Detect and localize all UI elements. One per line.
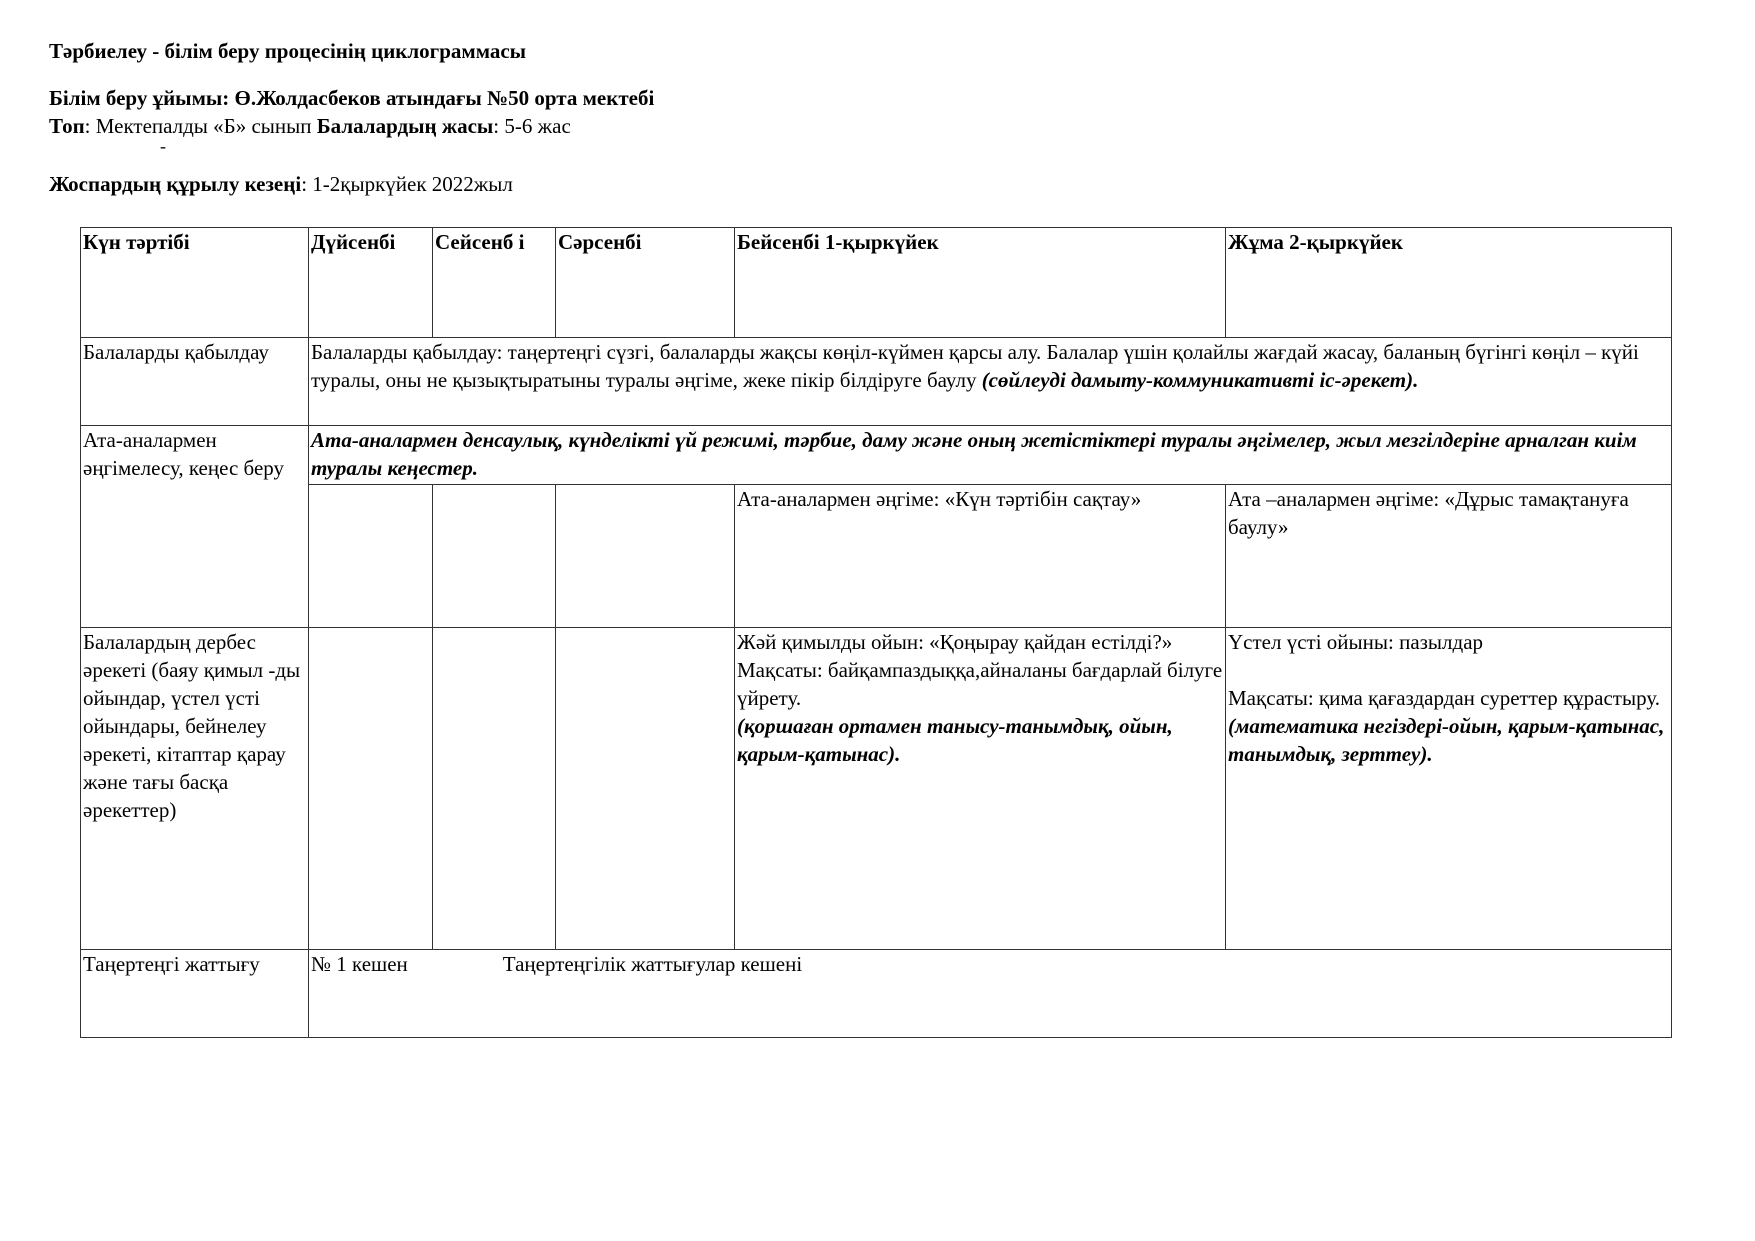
table-row-parents-general bbox=[81, 426, 1672, 485]
parents-monday-cell bbox=[309, 485, 433, 628]
table-row-reception bbox=[81, 338, 1672, 426]
row-label-activity: Балалардың дербес әрекеті (баяу қимыл -ды ойындар, үстел үсті ойындары, бейнелеу әрекеті, кітаптар қарау және тағы басқа әрекеттер) bbox=[81, 628, 309, 950]
stray-dash: - bbox=[160, 136, 166, 156]
table-row-activity bbox=[81, 628, 1672, 950]
friday-emphasis: (математика негіздері-ойын, қарым-қатынас, танымдық, зерттеу). bbox=[1228, 714, 1665, 766]
thursday-emphasis: (қоршаған ортамен танысу-танымдық, ойын, қарым-қатынас). bbox=[737, 714, 1173, 766]
row-label-reception: Балаларды қабылдау bbox=[81, 338, 309, 426]
table-header-row bbox=[81, 228, 1672, 338]
organization-label: Білім беру ұйымы: bbox=[49, 86, 235, 110]
column-header-wednesday: Сәрсенбі bbox=[556, 228, 735, 338]
parents-tuesday-cell bbox=[433, 485, 556, 628]
exercise-cell bbox=[309, 950, 1672, 1038]
thursday-goal: Мақсаты: байқампаздыққа,айналаны бағдарлай білуге үйрету. bbox=[737, 658, 1223, 710]
activity-tuesday-cell bbox=[433, 628, 556, 950]
column-header-thursday: Бейсенбі 1-қыркүйек bbox=[735, 228, 1226, 338]
age-label: Балалардың жасы bbox=[316, 114, 494, 138]
reception-text-cell bbox=[309, 338, 1672, 426]
activity-wednesday-cell bbox=[556, 628, 735, 950]
group-label: Топ bbox=[49, 114, 85, 138]
spacer bbox=[1228, 656, 1669, 684]
column-header-friday: Жұма 2-қыркүйек bbox=[1226, 228, 1672, 338]
period-line bbox=[49, 171, 513, 197]
activity-thursday-cell bbox=[735, 628, 1226, 950]
row-label-exercise: Таңертеңгі жаттығу bbox=[81, 950, 309, 1038]
age-value: : 5-6 жас bbox=[493, 114, 571, 138]
column-header-tuesday: Сейсенб і bbox=[433, 228, 556, 338]
organization-value: Ө.Жолдасбеков атындағы №50 орта мектебі bbox=[234, 86, 655, 110]
parents-wednesday-cell bbox=[556, 485, 735, 628]
group-line bbox=[49, 113, 571, 139]
document-title: Тәрбиелеу - білім беру процесінің циклограммасы bbox=[49, 39, 527, 63]
parents-general-text: Ата-аналармен денсаулық, күнделікті үй режимі, тәрбие, даму және оның жетістіктері туралы әңгімелер, жыл мезгілдеріне арналган киім туралы кеңестер. bbox=[309, 426, 1672, 485]
thursday-game: Жәй қимылды ойын: «Қоңырау қайдан естілді?» bbox=[737, 630, 1173, 654]
organization-line bbox=[49, 85, 654, 111]
period-value: : 1-2қыркүйек 2022жыл bbox=[301, 172, 513, 196]
reception-emphasis: (сөйлеуді дамыту-коммуникативті іс-әрекет). bbox=[981, 368, 1419, 392]
table-row-parents-days bbox=[81, 485, 1672, 628]
column-header-monday: Дүйсенбі bbox=[309, 228, 433, 338]
column-header-schedule: Күн тәртібі bbox=[81, 228, 309, 338]
parents-friday-cell: Ата –аналармен әңгіме: «Дұрыс тамақтануға баулу» bbox=[1226, 485, 1672, 628]
activity-monday-cell bbox=[309, 628, 433, 950]
cyclogram-table bbox=[80, 227, 1672, 1038]
reception-text: Балаларды қабылдау: таңертеңгі сүзгі, балаларды жақсы көңіл-күймен қарсы алу. Балалар үшін қолайлы жағдай жасау, баланың бүгінгі көңіл – күйі туралы, оны не қызықтыратыны туралы әңгіме, жеке пікір білдіруге баулу bbox=[311, 340, 1639, 392]
activity-friday-cell bbox=[1226, 628, 1672, 950]
friday-game: Үстел үсті ойыны: пазылдар bbox=[1228, 630, 1484, 654]
period-label: Жоспардың құрылу кезеңі bbox=[49, 172, 302, 196]
group-value: : Мектепалды «Б» сынып bbox=[84, 114, 317, 138]
friday-goal: Мақсаты: қима қағаздардан суреттер құрастыру. bbox=[1228, 686, 1660, 710]
parents-thursday-cell: Ата-аналармен әңгіме: «Күн тәртібін сақтау» bbox=[735, 485, 1226, 628]
table-row-exercise bbox=[81, 950, 1672, 1038]
row-label-parents: Ата-аналармен әңгімелесу, кеңес беру bbox=[81, 426, 309, 628]
exercise-text: Таңертеңгілік жаттығулар кешені bbox=[502, 952, 803, 976]
exercise-complex: № 1 кешен bbox=[311, 952, 408, 976]
